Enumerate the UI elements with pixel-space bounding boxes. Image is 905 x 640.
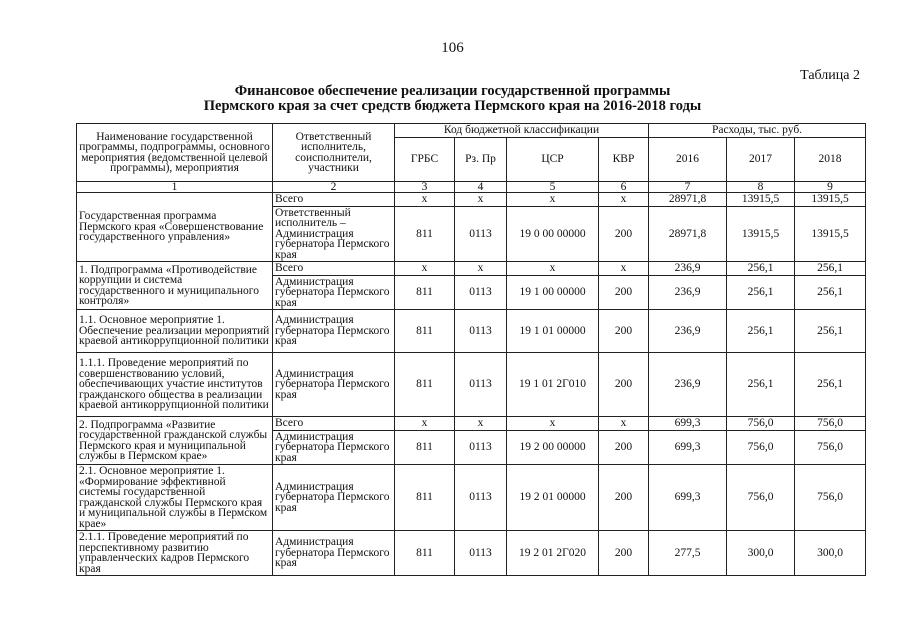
cell-kvr: х bbox=[599, 193, 649, 207]
cell-2016: 236,9 bbox=[649, 310, 727, 353]
table-row bbox=[77, 531, 866, 576]
row-executor: Всего bbox=[273, 262, 395, 276]
cell-csr: 19 1 01 00000 bbox=[507, 310, 599, 353]
cell-csr: х bbox=[507, 417, 599, 431]
header-year-2018: 2018 bbox=[795, 138, 866, 182]
header-expenses-group: Расходы, тыс. руб. bbox=[649, 124, 866, 138]
cell-2018: 256,1 bbox=[795, 353, 866, 417]
column-number: 3 bbox=[395, 182, 455, 193]
title-line-1: Финансовое обеспечение реализации государственной программы bbox=[234, 83, 671, 99]
row-name-subprogram-2: 2. Подпрограмма «Развитие государственной гражданской службы Пермского края и муниципальной службы в Пермском крае» bbox=[77, 417, 273, 465]
cell-2018: 256,1 bbox=[795, 275, 866, 310]
cell-rzpr: 0113 bbox=[455, 310, 507, 353]
cell-2016: 236,9 bbox=[649, 353, 727, 417]
cell-2017: 256,1 bbox=[727, 275, 795, 310]
cell-2018: 756,0 bbox=[795, 465, 866, 531]
row-executor: Всего bbox=[273, 417, 395, 431]
cell-grbs: 811 bbox=[395, 353, 455, 417]
cell-2018: 13915,5 bbox=[795, 206, 866, 262]
cell-csr: 19 2 00 00000 bbox=[507, 430, 599, 465]
cell-2016: 236,9 bbox=[649, 275, 727, 310]
header-code-group: Код бюджетной классификации bbox=[395, 124, 649, 138]
table-row bbox=[77, 465, 866, 531]
row-executor: Всего bbox=[273, 193, 395, 207]
cell-rzpr: 0113 bbox=[455, 531, 507, 576]
cell-grbs: 811 bbox=[395, 275, 455, 310]
cell-2016: 28971,8 bbox=[649, 206, 727, 262]
header-year-2017: 2017 bbox=[727, 138, 795, 182]
cell-2017: 300,0 bbox=[727, 531, 795, 576]
cell-rzpr: 0113 bbox=[455, 206, 507, 262]
cell-csr: 19 1 00 00000 bbox=[507, 275, 599, 310]
cell-2016: 236,9 bbox=[649, 262, 727, 276]
cell-csr: х bbox=[507, 262, 599, 276]
row-executor: Администрация губернатора Пермского края bbox=[273, 430, 395, 465]
cell-kvr: 200 bbox=[599, 465, 649, 531]
row-name-subprogram-1: 1. Подпрограмма «Противодействие коррупции и система государственного и муниципального контроля» bbox=[77, 262, 273, 310]
cell-2018: 13915,5 bbox=[795, 193, 866, 207]
cell-csr: х bbox=[507, 193, 599, 207]
cell-2018: 256,1 bbox=[795, 262, 866, 276]
cell-2016: 28971,8 bbox=[649, 193, 727, 207]
cell-grbs: 811 bbox=[395, 465, 455, 531]
title-line-2: Пермского края за счет средств бюджета Пермского края на 2016-2018 годы bbox=[203, 98, 702, 114]
header-grbs: ГРБС bbox=[395, 138, 455, 182]
cell-2018: 300,0 bbox=[795, 531, 866, 576]
cell-kvr: х bbox=[599, 262, 649, 276]
cell-2016: 699,3 bbox=[649, 465, 727, 531]
table-row bbox=[77, 262, 866, 276]
cell-kvr: 200 bbox=[599, 310, 649, 353]
cell-csr: 19 0 00 00000 bbox=[507, 206, 599, 262]
row-executor: Администрация губернатора Пермского края bbox=[273, 275, 395, 310]
column-number: 2 bbox=[273, 182, 395, 193]
row-name-program: Государственная программа Пермского края «Совершенствование государственного управления» bbox=[77, 193, 273, 262]
cell-grbs: х bbox=[395, 417, 455, 431]
header-csr: ЦСР bbox=[507, 138, 599, 182]
table-row bbox=[77, 193, 866, 207]
document-title bbox=[0, 84, 905, 114]
cell-2016: 699,3 bbox=[649, 430, 727, 465]
column-number: 9 bbox=[795, 182, 866, 193]
header-year-2016: 2016 bbox=[649, 138, 727, 182]
row-executor: Администрация губернатора Пермского края bbox=[273, 353, 395, 417]
cell-rzpr: 0113 bbox=[455, 430, 507, 465]
cell-2017: 756,0 bbox=[727, 465, 795, 531]
budget-table bbox=[76, 123, 866, 576]
cell-csr: 19 2 01 00000 bbox=[507, 465, 599, 531]
cell-grbs: 811 bbox=[395, 310, 455, 353]
column-number: 5 bbox=[507, 182, 599, 193]
cell-csr: 19 2 01 2Г020 bbox=[507, 531, 599, 576]
cell-csr: 19 1 01 2Г010 bbox=[507, 353, 599, 417]
row-executor: Администрация губернатора Пермского края bbox=[273, 465, 395, 531]
cell-grbs: 811 bbox=[395, 206, 455, 262]
cell-rzpr: х bbox=[455, 262, 507, 276]
cell-2018: 756,0 bbox=[795, 417, 866, 431]
row-name-measure-2-1: 2.1. Основное мероприятие 1. «Формирование эффективной системы государственной гражданской службы Пермского края и муниципальной службы в Пермском крае» bbox=[77, 465, 273, 531]
cell-kvr: 200 bbox=[599, 275, 649, 310]
cell-2017: 256,1 bbox=[727, 353, 795, 417]
column-number: 7 bbox=[649, 182, 727, 193]
cell-2017: 756,0 bbox=[727, 430, 795, 465]
column-number: 6 bbox=[599, 182, 649, 193]
cell-kvr: х bbox=[599, 417, 649, 431]
cell-rzpr: х bbox=[455, 417, 507, 431]
cell-rzpr: 0113 bbox=[455, 465, 507, 531]
cell-2017: 13915,5 bbox=[727, 206, 795, 262]
table-row bbox=[77, 417, 866, 431]
cell-2017: 756,0 bbox=[727, 417, 795, 431]
cell-2016: 699,3 bbox=[649, 417, 727, 431]
row-executor: Администрация губернатора Пермского края bbox=[273, 531, 395, 576]
header-executor: Ответственный исполнитель, соисполнители, участники bbox=[273, 124, 395, 182]
row-executor: Ответственный исполнитель – Администрация губернатора Пермского края bbox=[273, 206, 395, 262]
table-label: Таблица 2 bbox=[800, 68, 860, 83]
cell-2018: 256,1 bbox=[795, 310, 866, 353]
cell-2016: 277,5 bbox=[649, 531, 727, 576]
column-number: 8 bbox=[727, 182, 795, 193]
cell-grbs: х bbox=[395, 262, 455, 276]
cell-rzpr: 0113 bbox=[455, 353, 507, 417]
cell-kvr: 200 bbox=[599, 353, 649, 417]
cell-grbs: х bbox=[395, 193, 455, 207]
row-executor: Администрация губернатора Пермского края bbox=[273, 310, 395, 353]
cell-grbs: 811 bbox=[395, 430, 455, 465]
table-row bbox=[77, 353, 866, 417]
cell-grbs: 811 bbox=[395, 531, 455, 576]
header-name: Наименование государственной программы, подпрограммы, основного мероприятия (ведомственной целевой программы), мероприятия bbox=[77, 124, 273, 182]
cell-2018: 756,0 bbox=[795, 430, 866, 465]
cell-2017: 256,1 bbox=[727, 310, 795, 353]
row-name-activity-2-1-1: 2.1.1. Проведение мероприятий по перспективному развитию управленческих кадров Пермского края bbox=[77, 531, 273, 576]
row-name-measure-1-1: 1.1. Основное мероприятие 1. Обеспечение реализации мероприятий краевой антикоррупционной политики bbox=[77, 310, 273, 353]
row-name-activity-1-1-1: 1.1.1. Проведение мероприятий по совершенствованию условий, обеспечивающих участие институтов гражданского общества в реализации краевой антикоррупционной политики bbox=[77, 353, 273, 417]
page-number: 106 bbox=[441, 40, 464, 56]
header-rzpr: Рз. Пр bbox=[455, 138, 507, 182]
cell-kvr: 200 bbox=[599, 430, 649, 465]
cell-rzpr: 0113 bbox=[455, 275, 507, 310]
column-number: 4 bbox=[455, 182, 507, 193]
column-number: 1 bbox=[77, 182, 273, 193]
column-numbers-row bbox=[77, 182, 866, 193]
cell-kvr: 200 bbox=[599, 531, 649, 576]
cell-kvr: 200 bbox=[599, 206, 649, 262]
cell-2017: 256,1 bbox=[727, 262, 795, 276]
cell-rzpr: х bbox=[455, 193, 507, 207]
table-row bbox=[77, 310, 866, 353]
cell-2017: 13915,5 bbox=[727, 193, 795, 207]
header-kvr: КВР bbox=[599, 138, 649, 182]
